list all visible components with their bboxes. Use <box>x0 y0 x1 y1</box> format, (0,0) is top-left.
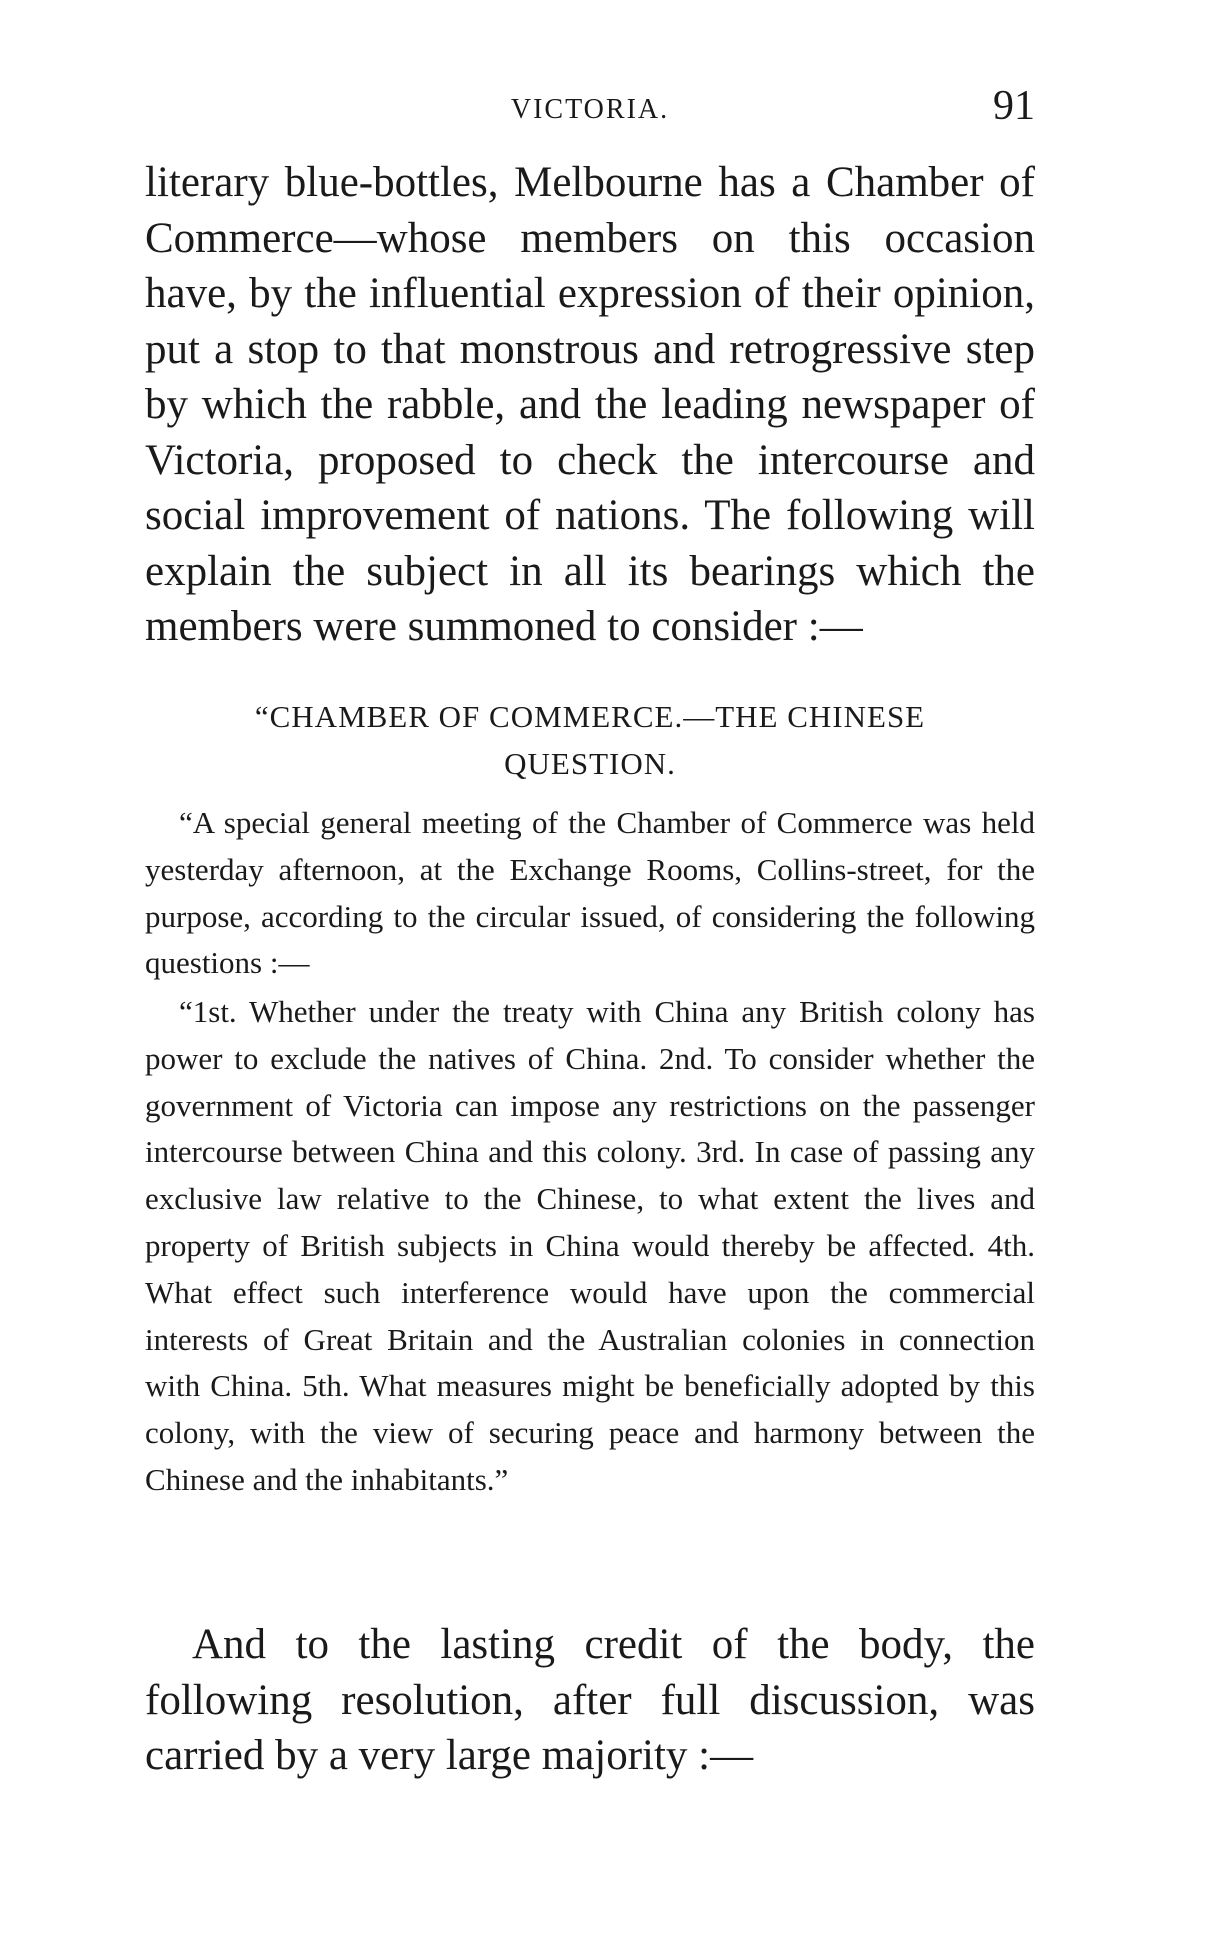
running-title: VICTORIA. <box>510 94 670 125</box>
running-head <box>145 82 1035 142</box>
quote-heading <box>145 693 1035 787</box>
quote-heading-line-2: QUESTION. <box>504 746 676 781</box>
quote-paragraph-meeting: “A special general meeting of the Chamber of Commerce was held yesterday afternoon, at the Exchange Rooms, Collins-street, for the purpose, according to the circular issued, of considering the following questions :— <box>145 805 1035 981</box>
body-paragraph-resolution: And to the lasting credit of the body, the following resolution, after full discussion, was carried by a very large majority :— <box>145 1621 1035 1779</box>
page-number: 91 <box>993 83 1035 129</box>
quote-paragraph-questions: “1st. Whether under the treaty with China any British colony has power to exclude the natives of China. 2nd. To consider whether the government of Victoria can impose any restrictions on the passenger intercourse between China and this colony. 3rd. In case of passing any exclusive law relative to the Chinese, to what extent the lives and property of British subjects in China would thereby be affected. 4th. What effect such interference would have upon the commercial interests of Great Britain and the Australian colonies in connection with China. 5th. What measures might be beneficially adopted by this colony, with the view of securing peace and harmony between the Chinese and the inhabitants.” <box>145 994 1035 1497</box>
quote-heading-line-1: “CHAMBER OF COMMERCE.—THE CHINESE <box>254 699 926 734</box>
body-paragraph-continued: literary blue-bottles, Melbourne has a Chamber of Commerce—whose members on this occasion have, by the influential expression of their opinion, put a stop to that monstrous and retrogressive step by which the rabble, and the leading newspaper of Victoria, proposed to check the intercourse and social improvement of nations. The following will explain the subject in all its bearings which the members were summoned to consider :— <box>145 159 1035 650</box>
